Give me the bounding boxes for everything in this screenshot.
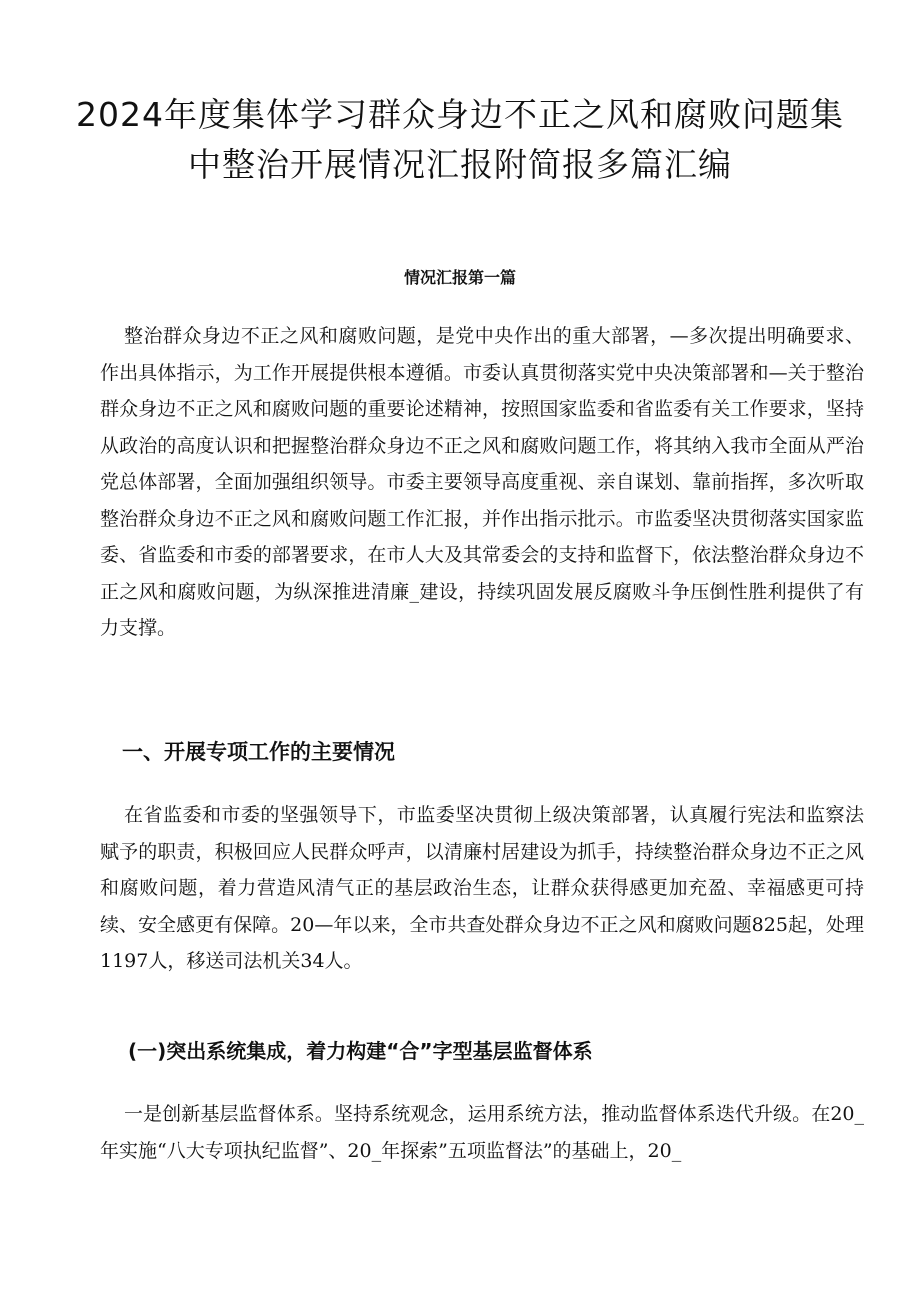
body-paragraph: 一是创新基层监督体系。坚持系统观念，运用系统方法，推动监督体系迭代升级。在20_年实施“八大专项执纪监督”、20_年探索”五项监督法”的基础上，20_: [100, 1103, 864, 1162]
body-paragraph: 在省监委和市委的坚强领导下，市监委坚决贯彻上级决策部署，认真履行宪法和监察法赋予的职责，积极回应人民群众呼声，以清廉村居建设为抓手，持续整治群众身边不正之风和腐败问题，着力营造风清气正的基层政治生态，让群众获得感更加充盈、幸福感更可持续、安全感更有保障。20—年以来，全市共查处群众身边不正之风和腐败问题825起，处理1197人，移送司法机关34人。: [100, 804, 864, 972]
section-title: 情况汇报第一篇: [403, 268, 516, 287]
heading-level-1: 一、开展专项工作的主要情况: [122, 740, 395, 764]
document-title: 2024年度集体学习群众身边不正之风和腐败问题集中整治开展情况汇报附简报多篇汇编: [76, 95, 844, 184]
body-paragraph: 整治群众身边不正之风和腐败问题，是党中央作出的重大部署，—多次提出明确要求、作出具体指示，为工作开展提供根本遵循。市委认真贯彻落实党中央决策部署和—关于整治群众身边不正之风和腐败问题的重要论述精神，按照国家监委和省监委有关工作要求，坚持从政治的高度认识和把握整治群众身边不正之风和腐败问题工作，将其纳入我市全面从严治党总体部署，全面加强组织领导。市委主要领导高度重视、亲自谋划、靠前指挥，多次听取整治群众身边不正之风和腐败问题工作汇报，并作出指示批示。市监委坚决贯彻落实国家监委、省监委和市委的部署要求，在市人大及其常委会的支持和监督下，依法整治群众身边不正之风和腐败问题，为纵深推进清廉_建设，持续巩固发展反腐败斗争压倒性胜利提供了有力支撑。: [100, 325, 864, 639]
heading-level-2: (一)突出系统集成，着力构建“合”字型基层监督体系: [128, 1039, 593, 1063]
